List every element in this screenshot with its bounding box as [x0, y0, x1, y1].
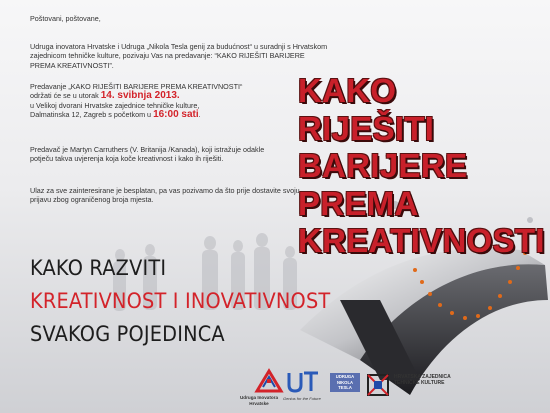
hztk-label: HRVATSKA ZAJEDNICA TEHNIČKE KULTURE	[394, 374, 451, 386]
tesla-name-logo	[330, 365, 362, 411]
lecture-title	[298, 72, 545, 260]
title-line: PREMA	[298, 184, 419, 222]
title-line: KREATIVNOSTI	[298, 222, 545, 259]
lecturer-paragraph: Predavač je Martyn Carruthers (V. Britanija /Kanada), koji istražuje odakle potječu takva uvjerenja koja koče kreativnost i kako ih riješiti.	[30, 145, 265, 164]
venue-line: u Velikoj dvorani Hrvatske zajednice tehničke kulture,	[30, 100, 200, 110]
event-date: 14. svibnja 2013.	[100, 90, 180, 102]
event-time: 16:00 sati	[153, 109, 199, 121]
address-line: Dalmatinska 12, Zagreb s početkom u 16:00 sati.	[30, 109, 201, 121]
tesla-name-label: UDRUGA NIKOLA TESLA	[330, 373, 360, 392]
registration-paragraph: Ulaz za sve zainteresirane je besplatan, pa vas pozivamo da što prije dostavite svoju prijavu zbog ograničenog broja mjesta.	[30, 186, 300, 205]
heading-line-3: SVAKOG POJEDINCA	[30, 322, 225, 346]
greeting: Poštovani, poštovane,	[30, 14, 101, 23]
event-details	[30, 82, 310, 120]
title-line: KAKO	[298, 72, 397, 109]
udruga-logo-icon	[253, 365, 285, 395]
tesla-tagline: Genius for the Future	[283, 396, 321, 401]
heading-line-1: KAKO RAZVITI	[30, 256, 167, 280]
udruga-logo-label: Udruga Inovatora Hrvatske	[239, 395, 279, 406]
hztk-logo	[366, 365, 476, 411]
tesla-logo	[283, 365, 327, 411]
hztk-logo-icon	[366, 373, 390, 397]
tesla-logo-icon	[287, 369, 321, 393]
date-line: održati će se u utorak 14. svibnja 2013.	[30, 90, 180, 102]
title-line: RIJEŠITI	[298, 109, 435, 147]
title-line: BARIJERE	[298, 147, 468, 184]
invitation-paragraph: Udruga inovatora Hrvatske i Udruga „Nikola Tesla genij za budućnost“ u suradnji s Hrvatskom zajednicom tehničke kulture, pozivaju Vas na predavanje: “KAKO RIJEŠITI BARIJERE PREMA KREATIVNOSTI”.	[30, 42, 328, 70]
heading-line-2: KREATIVNOST I INOVATIVNOST	[30, 289, 331, 313]
lecture-line: Predavanje „KAKO RIJEŠITI BARIJERE PREMA KREATIVNOSTI“	[30, 82, 243, 91]
